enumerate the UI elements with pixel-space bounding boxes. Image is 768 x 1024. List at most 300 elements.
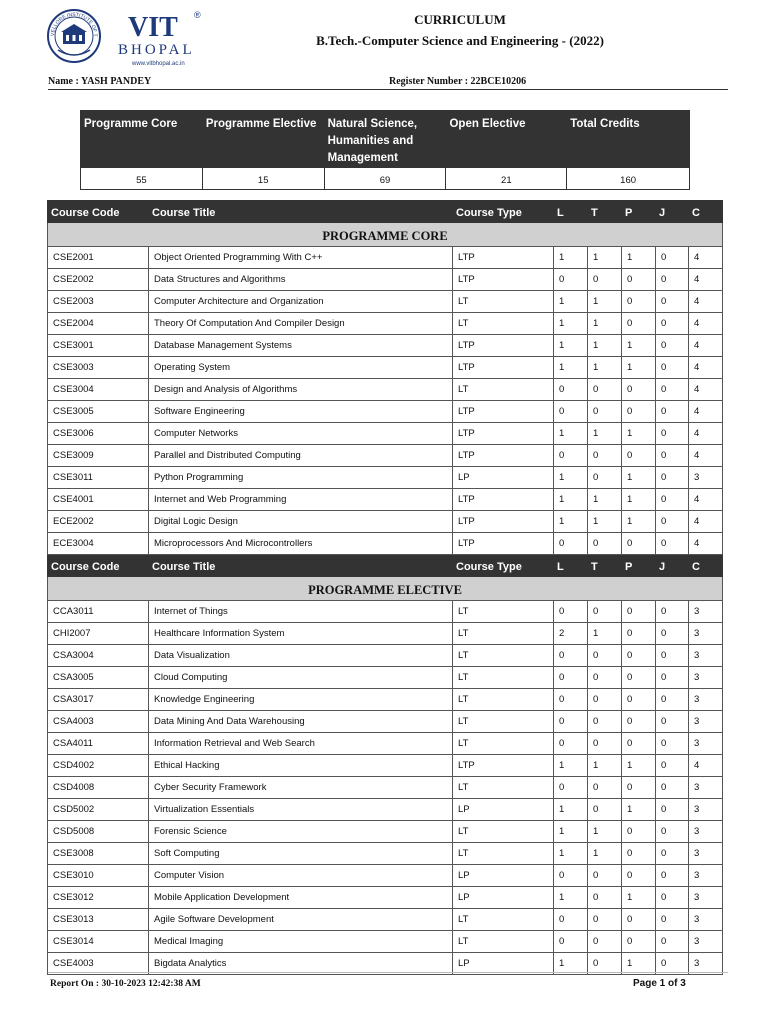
course-title-cell: Bigdata Analytics xyxy=(149,953,453,975)
project-hours-cell: 0 xyxy=(656,865,689,887)
course-title-cell: Virtualization Essentials xyxy=(149,799,453,821)
project-hours-cell: 0 xyxy=(656,423,689,445)
column-header-course-type: Course Type xyxy=(453,555,554,577)
course-title-cell: Cloud Computing xyxy=(149,667,453,689)
table-row xyxy=(48,799,723,821)
course-type-cell: LP xyxy=(453,865,554,887)
project-hours-cell: 0 xyxy=(656,511,689,533)
course-type-cell: LT xyxy=(453,909,554,931)
lecture-hours-cell: 0 xyxy=(554,667,588,689)
credits-cell: 3 xyxy=(689,931,723,953)
course-code-cell: CSE3001 xyxy=(48,335,149,357)
course-type-cell: LTP xyxy=(453,489,554,511)
project-hours-cell: 0 xyxy=(656,887,689,909)
project-hours-cell: 0 xyxy=(656,313,689,335)
tutorial-hours-cell: 1 xyxy=(588,291,622,313)
credits-cell: 3 xyxy=(689,623,723,645)
tutorial-hours-cell: 1 xyxy=(588,755,622,777)
section-header-row xyxy=(48,223,723,247)
column-header-tutorial-hours: T xyxy=(588,555,622,577)
course-code-cell: CSE2001 xyxy=(48,247,149,269)
lecture-hours-cell: 1 xyxy=(554,843,588,865)
course-title-cell: Data Mining And Data Warehousing xyxy=(149,711,453,733)
tutorial-hours-cell: 0 xyxy=(588,909,622,931)
credits-cell: 3 xyxy=(689,667,723,689)
table-row xyxy=(48,313,723,335)
course-type-cell: LP xyxy=(453,467,554,489)
tutorial-hours-cell: 1 xyxy=(588,335,622,357)
practical-hours-cell: 0 xyxy=(622,445,656,467)
lecture-hours-cell: 1 xyxy=(554,755,588,777)
course-code-cell: CSE4003 xyxy=(48,953,149,975)
vit-bhopal-logo xyxy=(46,6,216,72)
lecture-hours-cell: 0 xyxy=(554,269,588,291)
course-type-cell: LT xyxy=(453,733,554,755)
project-hours-cell: 0 xyxy=(656,467,689,489)
tutorial-hours-cell: 0 xyxy=(588,379,622,401)
course-type-cell: LTP xyxy=(453,357,554,379)
registered-mark: ® xyxy=(194,10,201,20)
table-row xyxy=(48,821,723,843)
course-code-cell: CSA3004 xyxy=(48,645,149,667)
course-code-cell: CHI2007 xyxy=(48,623,149,645)
lecture-hours-cell: 0 xyxy=(554,931,588,953)
project-hours-cell: 0 xyxy=(656,269,689,291)
project-hours-cell: 0 xyxy=(656,489,689,511)
lecture-hours-cell: 1 xyxy=(554,291,588,313)
credits-cell: 4 xyxy=(689,445,723,467)
credits-header: Open Elective xyxy=(446,111,567,168)
course-type-cell: LT xyxy=(453,291,554,313)
credits-cell: 4 xyxy=(689,533,723,555)
lecture-hours-cell: 1 xyxy=(554,357,588,379)
credits-value: 69 xyxy=(324,168,446,190)
lecture-hours-cell: 0 xyxy=(554,711,588,733)
project-hours-cell: 0 xyxy=(656,821,689,843)
credits-header: Total Credits xyxy=(567,111,690,168)
credits-cell: 4 xyxy=(689,291,723,313)
course-title-cell: Soft Computing xyxy=(149,843,453,865)
section-title: PROGRAMME ELECTIVE xyxy=(48,577,723,601)
column-header-practical-hours: P xyxy=(622,555,656,577)
credits-cell: 3 xyxy=(689,909,723,931)
lecture-hours-cell: 0 xyxy=(554,601,588,623)
column-header-credits: C xyxy=(689,201,723,223)
credits-cell: 4 xyxy=(689,247,723,269)
credits-cell: 3 xyxy=(689,645,723,667)
course-title-cell: Cyber Security Framework xyxy=(149,777,453,799)
course-type-cell: LT xyxy=(453,645,554,667)
table-row xyxy=(48,755,723,777)
table-row xyxy=(48,601,723,623)
project-hours-cell: 0 xyxy=(656,843,689,865)
course-code-cell: CSE3012 xyxy=(48,887,149,909)
table-row xyxy=(48,291,723,313)
tutorial-hours-cell: 0 xyxy=(588,689,622,711)
course-title-cell: Database Management Systems xyxy=(149,335,453,357)
course-title-cell: Information Retrieval and Web Search xyxy=(149,733,453,755)
course-type-cell: LP xyxy=(453,953,554,975)
tutorial-hours-cell: 0 xyxy=(588,467,622,489)
project-hours-cell: 0 xyxy=(656,291,689,313)
course-title-cell: Object Oriented Programming With C++ xyxy=(149,247,453,269)
register-number: Register Number : 22BCE10206 xyxy=(389,76,527,87)
practical-hours-cell: 0 xyxy=(622,843,656,865)
tutorial-hours-cell: 0 xyxy=(588,865,622,887)
tutorial-hours-cell: 1 xyxy=(588,247,622,269)
credits-value: 160 xyxy=(567,168,690,190)
course-type-cell: LT xyxy=(453,711,554,733)
table-row xyxy=(48,247,723,269)
tutorial-hours-cell: 1 xyxy=(588,313,622,335)
tutorial-hours-cell: 1 xyxy=(588,489,622,511)
table-row xyxy=(48,865,723,887)
column-header-tutorial-hours: T xyxy=(588,201,622,223)
lecture-hours-cell: 1 xyxy=(554,423,588,445)
lecture-hours-cell: 1 xyxy=(554,799,588,821)
table-row xyxy=(48,645,723,667)
project-hours-cell: 0 xyxy=(656,799,689,821)
logo-brand: VIT xyxy=(128,12,178,43)
credits-cell: 4 xyxy=(689,313,723,335)
credits-cell: 4 xyxy=(689,511,723,533)
course-title-cell: Microprocessors And Microcontrollers xyxy=(149,533,453,555)
table-row xyxy=(48,533,723,555)
course-type-cell: LP xyxy=(453,799,554,821)
course-title-cell: Ethical Hacking xyxy=(149,755,453,777)
course-type-cell: LTP xyxy=(453,511,554,533)
course-code-cell: CSE3009 xyxy=(48,445,149,467)
tutorial-hours-cell: 0 xyxy=(588,711,622,733)
practical-hours-cell: 0 xyxy=(622,909,656,931)
course-title-cell: Python Programming xyxy=(149,467,453,489)
practical-hours-cell: 1 xyxy=(622,247,656,269)
tutorial-hours-cell: 0 xyxy=(588,645,622,667)
course-title-cell: Data Structures and Algorithms xyxy=(149,269,453,291)
practical-hours-cell: 1 xyxy=(622,887,656,909)
lecture-hours-cell: 0 xyxy=(554,401,588,423)
lecture-hours-cell: 0 xyxy=(554,689,588,711)
table-row xyxy=(48,623,723,645)
practical-hours-cell: 0 xyxy=(622,821,656,843)
credits-cell: 3 xyxy=(689,865,723,887)
tutorial-hours-cell: 0 xyxy=(588,401,622,423)
column-header-project-hours: J xyxy=(656,555,689,577)
table-row xyxy=(48,445,723,467)
course-code-cell: CSD5002 xyxy=(48,799,149,821)
lecture-hours-cell: 1 xyxy=(554,511,588,533)
tutorial-hours-cell: 0 xyxy=(588,733,622,755)
project-hours-cell: 0 xyxy=(656,689,689,711)
project-hours-cell: 0 xyxy=(656,335,689,357)
column-header-row xyxy=(48,201,723,223)
course-title-cell: Computer Networks xyxy=(149,423,453,445)
credits-cell: 3 xyxy=(689,733,723,755)
course-code-cell: CSE3006 xyxy=(48,423,149,445)
practical-hours-cell: 0 xyxy=(622,379,656,401)
project-hours-cell: 0 xyxy=(656,357,689,379)
credits-value: 15 xyxy=(202,168,324,190)
course-type-cell: LTP xyxy=(453,401,554,423)
table-row xyxy=(48,667,723,689)
column-header-lecture-hours: L xyxy=(554,555,588,577)
table-row xyxy=(48,711,723,733)
project-hours-cell: 0 xyxy=(656,777,689,799)
project-hours-cell: 0 xyxy=(656,909,689,931)
lecture-hours-cell: 0 xyxy=(554,445,588,467)
table-row xyxy=(48,335,723,357)
tutorial-hours-cell: 1 xyxy=(588,423,622,445)
tutorial-hours-cell: 1 xyxy=(588,821,622,843)
credits-cell: 4 xyxy=(689,357,723,379)
practical-hours-cell: 0 xyxy=(622,601,656,623)
project-hours-cell: 0 xyxy=(656,711,689,733)
lecture-hours-cell: 0 xyxy=(554,533,588,555)
course-code-cell: CSE3010 xyxy=(48,865,149,887)
credits-cell: 4 xyxy=(689,269,723,291)
practical-hours-cell: 0 xyxy=(622,711,656,733)
tutorial-hours-cell: 0 xyxy=(588,445,622,467)
tutorial-hours-cell: 0 xyxy=(588,269,622,291)
course-title-cell: Forensic Science xyxy=(149,821,453,843)
course-code-cell: ECE3004 xyxy=(48,533,149,555)
practical-hours-cell: 0 xyxy=(622,313,656,335)
column-header-practical-hours: P xyxy=(622,201,656,223)
practical-hours-cell: 0 xyxy=(622,269,656,291)
course-code-cell: CSE4001 xyxy=(48,489,149,511)
table-row xyxy=(48,511,723,533)
tutorial-hours-cell: 0 xyxy=(588,887,622,909)
credits-cell: 4 xyxy=(689,423,723,445)
lecture-hours-cell: 1 xyxy=(554,489,588,511)
table-row xyxy=(48,269,723,291)
course-type-cell: LTP xyxy=(453,247,554,269)
lecture-hours-cell: 1 xyxy=(554,821,588,843)
tutorial-hours-cell: 1 xyxy=(588,843,622,865)
course-type-cell: LT xyxy=(453,843,554,865)
practical-hours-cell: 0 xyxy=(622,667,656,689)
practical-hours-cell: 0 xyxy=(622,931,656,953)
table-row xyxy=(48,401,723,423)
column-header-course-title: Course Title xyxy=(149,201,453,223)
page-footer xyxy=(48,972,728,993)
column-header-course-code: Course Code xyxy=(48,555,149,577)
tutorial-hours-cell: 1 xyxy=(588,357,622,379)
course-code-cell: CSE3005 xyxy=(48,401,149,423)
credits-summary-table xyxy=(80,110,690,190)
table-row xyxy=(48,689,723,711)
column-header-course-code: Course Code xyxy=(48,201,149,223)
practical-hours-cell: 0 xyxy=(622,533,656,555)
credits-header: Programme Elective xyxy=(202,111,324,168)
practical-hours-cell: 1 xyxy=(622,799,656,821)
document-title: CURRICULUM xyxy=(414,12,506,27)
table-row xyxy=(48,931,723,953)
course-type-cell: LTP xyxy=(453,423,554,445)
practical-hours-cell: 1 xyxy=(622,423,656,445)
course-type-cell: LTP xyxy=(453,269,554,291)
credits-cell: 4 xyxy=(689,379,723,401)
credits-cell: 4 xyxy=(689,755,723,777)
course-title-cell: Healthcare Information System xyxy=(149,623,453,645)
table-row xyxy=(48,423,723,445)
column-header-course-title: Course Title xyxy=(149,555,453,577)
course-type-cell: LTP xyxy=(453,445,554,467)
course-title-cell: Parallel and Distributed Computing xyxy=(149,445,453,467)
project-hours-cell: 0 xyxy=(656,931,689,953)
course-type-cell: LT xyxy=(453,623,554,645)
credits-value: 55 xyxy=(81,168,203,190)
credits-cell: 3 xyxy=(689,887,723,909)
program-name: B.Tech.-Computer Science and Engineering - (2022) xyxy=(316,33,604,48)
practical-hours-cell: 1 xyxy=(622,467,656,489)
course-code-cell: CSA3005 xyxy=(48,667,149,689)
credits-cell: 3 xyxy=(689,821,723,843)
course-title-cell: Medical Imaging xyxy=(149,931,453,953)
course-code-cell: CSA4011 xyxy=(48,733,149,755)
column-header-credits: C xyxy=(689,555,723,577)
column-header-project-hours: J xyxy=(656,201,689,223)
project-hours-cell: 0 xyxy=(656,379,689,401)
credits-cell: 4 xyxy=(689,335,723,357)
practical-hours-cell: 0 xyxy=(622,401,656,423)
svg-text:VELLORE INSTITUTE OF TECHNOLOG: VELLORE INSTITUTE OF T xyxy=(49,11,99,37)
tutorial-hours-cell: 0 xyxy=(588,601,622,623)
project-hours-cell: 0 xyxy=(656,953,689,975)
course-code-cell: CSD4002 xyxy=(48,755,149,777)
lecture-hours-cell: 1 xyxy=(554,335,588,357)
table-row xyxy=(48,379,723,401)
course-type-cell: LTP xyxy=(453,755,554,777)
column-header-course-type: Course Type xyxy=(453,201,554,223)
course-title-cell: Mobile Application Development xyxy=(149,887,453,909)
lecture-hours-cell: 0 xyxy=(554,379,588,401)
course-title-cell: Theory Of Computation And Compiler Design xyxy=(149,313,453,335)
course-code-cell: CSA4003 xyxy=(48,711,149,733)
course-code-cell: CSE2002 xyxy=(48,269,149,291)
lecture-hours-cell: 1 xyxy=(554,953,588,975)
section-title: PROGRAMME CORE xyxy=(48,223,723,247)
course-code-cell: CSE2003 xyxy=(48,291,149,313)
logo-campus: BHOPAL xyxy=(118,42,195,58)
credits-cell: 4 xyxy=(689,401,723,423)
practical-hours-cell: 1 xyxy=(622,755,656,777)
course-code-cell: CCA3011 xyxy=(48,601,149,623)
credits-cell: 3 xyxy=(689,843,723,865)
lecture-hours-cell: 0 xyxy=(554,733,588,755)
practical-hours-cell: 0 xyxy=(622,645,656,667)
course-code-cell: CSA3017 xyxy=(48,689,149,711)
tutorial-hours-cell: 0 xyxy=(588,799,622,821)
course-type-cell: LT xyxy=(453,821,554,843)
course-type-cell: LTP xyxy=(453,335,554,357)
course-title-cell: Digital Logic Design xyxy=(149,511,453,533)
lecture-hours-cell: 0 xyxy=(554,645,588,667)
tutorial-hours-cell: 0 xyxy=(588,533,622,555)
project-hours-cell: 0 xyxy=(656,445,689,467)
tutorial-hours-cell: 0 xyxy=(588,953,622,975)
credits-cell: 3 xyxy=(689,601,723,623)
lecture-hours-cell: 1 xyxy=(554,887,588,909)
course-type-cell: LT xyxy=(453,689,554,711)
institute-seal-icon xyxy=(46,6,100,62)
course-title-cell: Design and Analysis of Algorithms xyxy=(149,379,453,401)
course-type-cell: LTP xyxy=(453,533,554,555)
section-header-row xyxy=(48,577,723,601)
credits-cell: 3 xyxy=(689,711,723,733)
course-title-cell: Operating System xyxy=(149,357,453,379)
course-title-cell: Internet and Web Programming xyxy=(149,489,453,511)
project-hours-cell: 0 xyxy=(656,401,689,423)
course-code-cell: CSE3004 xyxy=(48,379,149,401)
table-row xyxy=(48,733,723,755)
practical-hours-cell: 0 xyxy=(622,689,656,711)
course-code-cell: CSE3003 xyxy=(48,357,149,379)
project-hours-cell: 0 xyxy=(656,733,689,755)
table-row xyxy=(48,909,723,931)
credits-header: Programme Core xyxy=(81,111,203,168)
lecture-hours-cell: 2 xyxy=(554,623,588,645)
lecture-hours-cell: 0 xyxy=(554,865,588,887)
column-header-lecture-hours: L xyxy=(554,201,588,223)
credits-cell: 3 xyxy=(689,467,723,489)
practical-hours-cell: 0 xyxy=(622,865,656,887)
logo-url: www.vitbhopal.ac.in xyxy=(132,61,185,67)
lecture-hours-cell: 0 xyxy=(554,777,588,799)
tutorial-hours-cell: 0 xyxy=(588,667,622,689)
practical-hours-cell: 1 xyxy=(622,357,656,379)
practical-hours-cell: 0 xyxy=(622,291,656,313)
project-hours-cell: 0 xyxy=(656,645,689,667)
course-code-cell: CSD4008 xyxy=(48,777,149,799)
course-title-cell: Knowledge Engineering xyxy=(149,689,453,711)
credits-header: Natural Science, Humanities and Management xyxy=(324,111,446,168)
course-code-cell: CSE3013 xyxy=(48,909,149,931)
course-type-cell: LT xyxy=(453,601,554,623)
credits-cell: 4 xyxy=(689,489,723,511)
table-row xyxy=(48,357,723,379)
table-row xyxy=(48,887,723,909)
course-title-cell: Computer Vision xyxy=(149,865,453,887)
project-hours-cell: 0 xyxy=(656,247,689,269)
project-hours-cell: 0 xyxy=(656,755,689,777)
course-type-cell: LT xyxy=(453,931,554,953)
practical-hours-cell: 1 xyxy=(622,953,656,975)
credits-cell: 3 xyxy=(689,799,723,821)
course-type-cell: LT xyxy=(453,667,554,689)
course-title-cell: Computer Architecture and Organization xyxy=(149,291,453,313)
table-row xyxy=(48,467,723,489)
student-name: Name : YASH PANDEY xyxy=(48,76,152,87)
credits-cell: 3 xyxy=(689,777,723,799)
tutorial-hours-cell: 0 xyxy=(588,931,622,953)
credits-cell: 3 xyxy=(689,689,723,711)
table-row xyxy=(48,777,723,799)
tutorial-hours-cell: 1 xyxy=(588,511,622,533)
page-number: Page 1 of 3 xyxy=(633,978,686,989)
project-hours-cell: 0 xyxy=(656,533,689,555)
course-type-cell: LT xyxy=(453,777,554,799)
practical-hours-cell: 0 xyxy=(622,733,656,755)
course-title-cell: Data Visualization xyxy=(149,645,453,667)
practical-hours-cell: 1 xyxy=(622,489,656,511)
lecture-hours-cell: 0 xyxy=(554,909,588,931)
course-title-cell: Internet of Things xyxy=(149,601,453,623)
project-hours-cell: 0 xyxy=(656,601,689,623)
course-type-cell: LP xyxy=(453,887,554,909)
tutorial-hours-cell: 1 xyxy=(588,623,622,645)
course-title-cell: Agile Software Development xyxy=(149,909,453,931)
